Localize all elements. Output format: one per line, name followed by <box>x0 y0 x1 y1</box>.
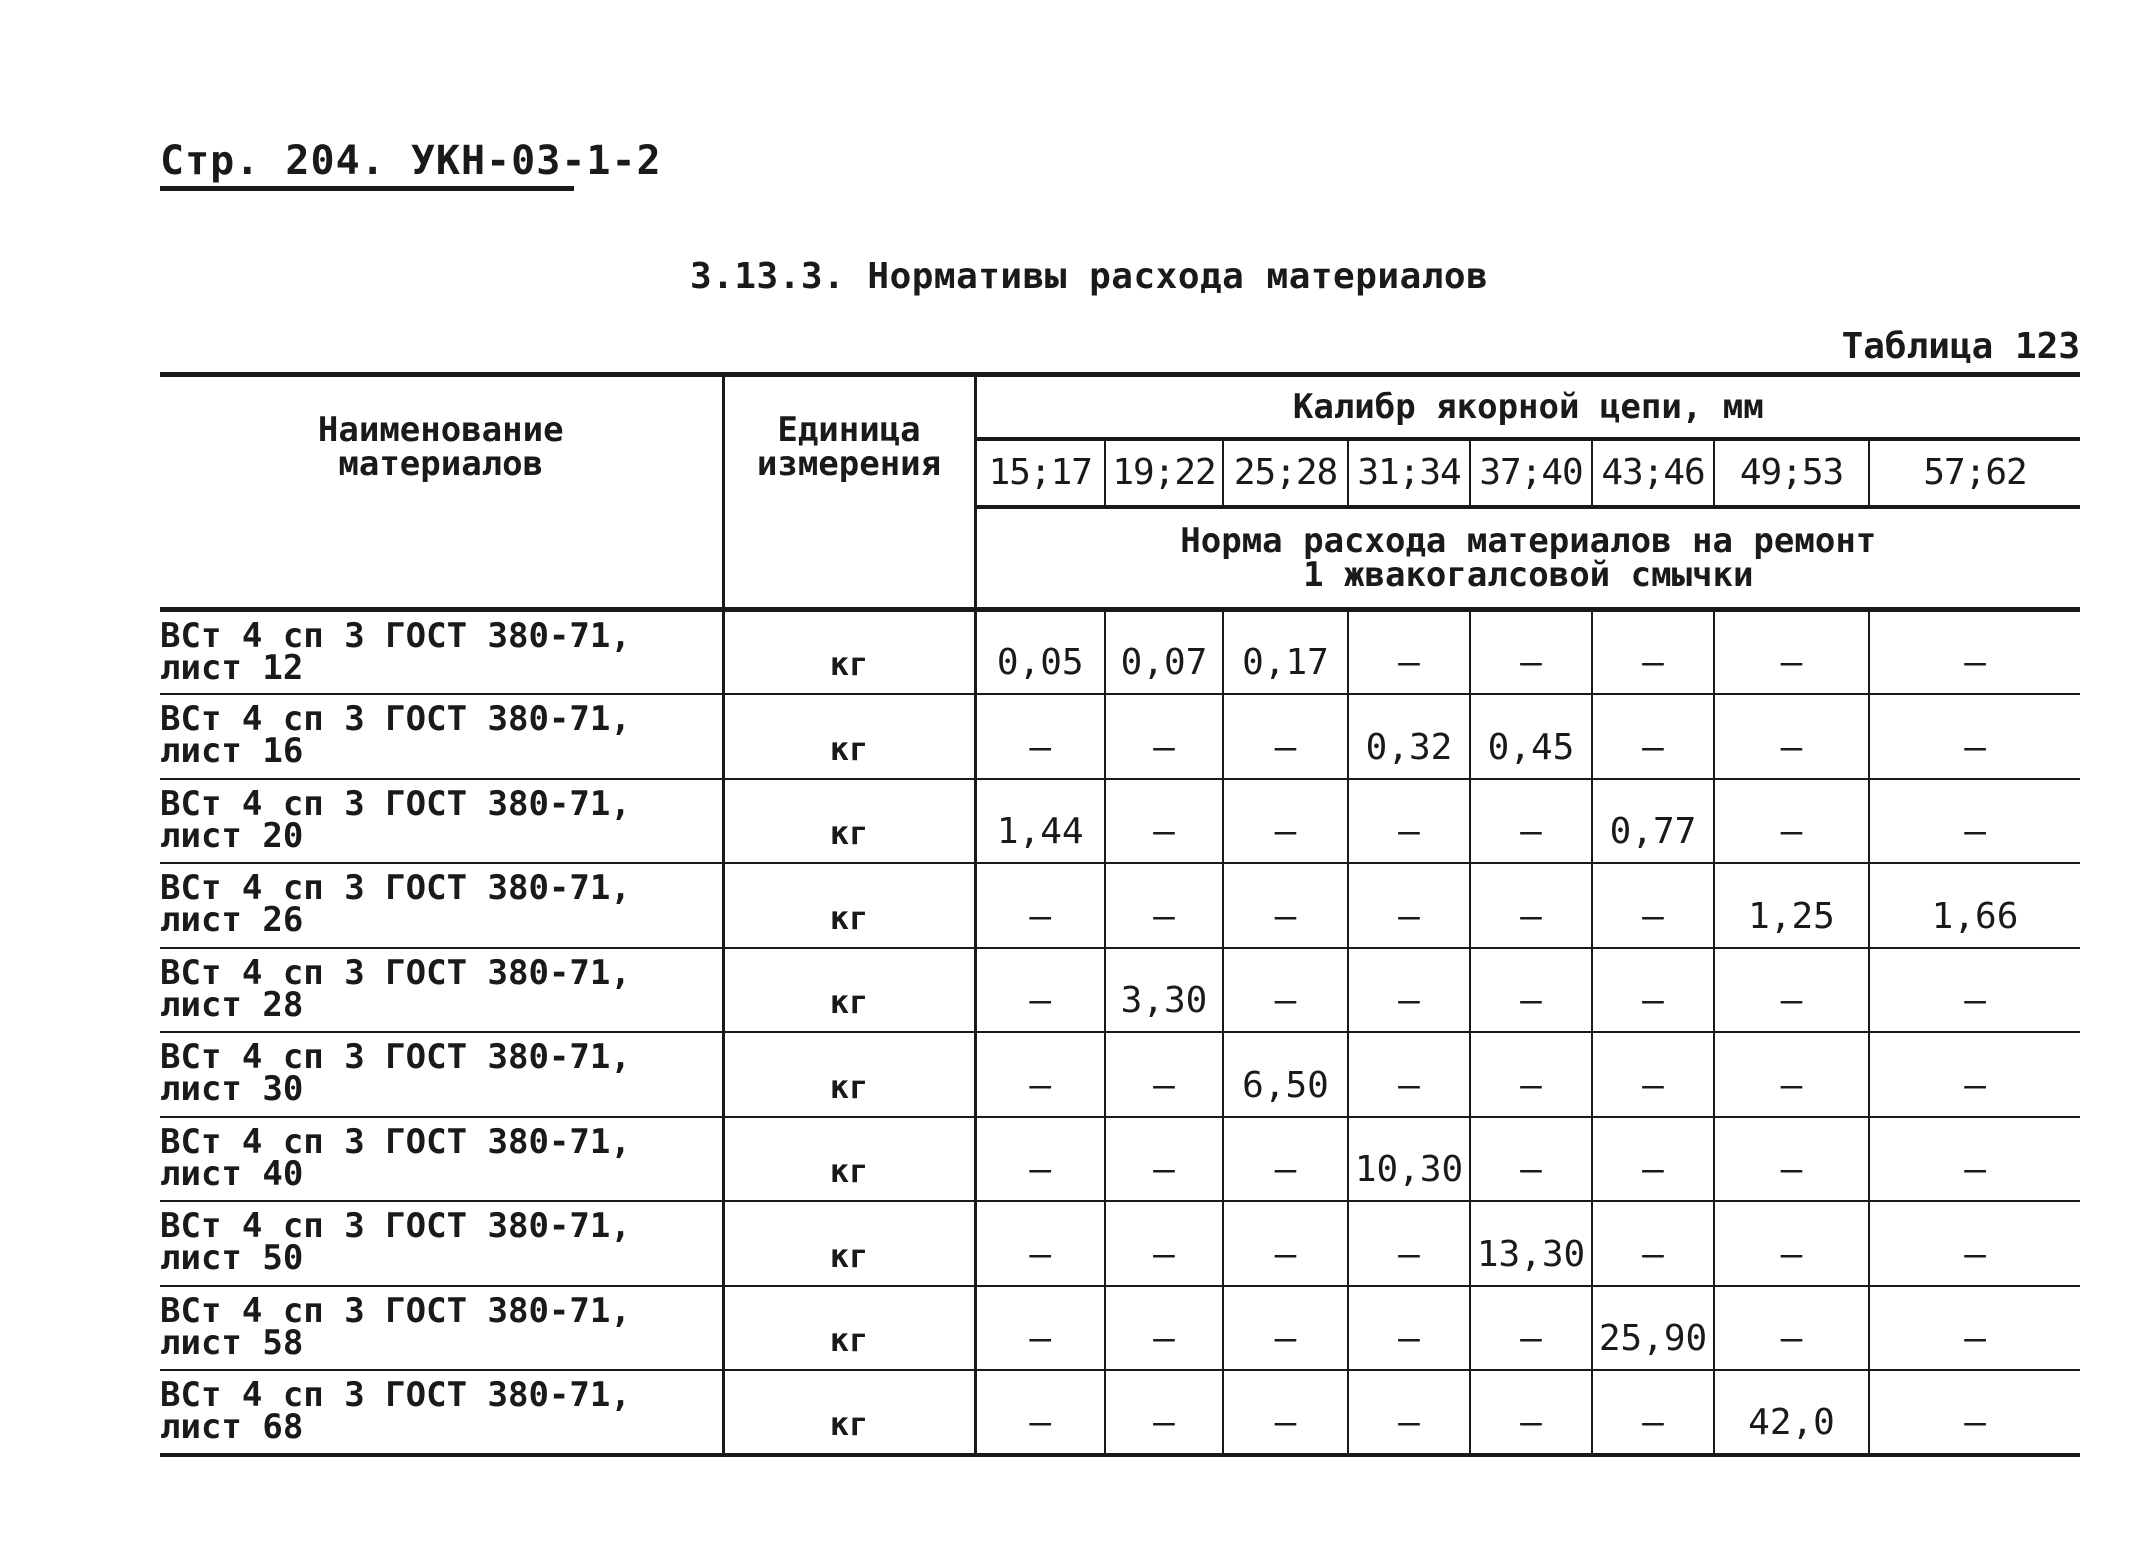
material-name-line: ВСт 4 сп 3 ГОСТ 380-71, <box>160 1290 631 1331</box>
material-name-cell <box>160 1286 723 1371</box>
norm-header-line: Норма расхода материалов на ремонт <box>1180 521 1877 561</box>
norm-value-cell: 0,17 <box>1223 610 1348 695</box>
material-name-cell <box>160 1032 723 1117</box>
norm-value-cell: – <box>1348 779 1470 864</box>
norm-value-cell: – <box>1105 1286 1223 1371</box>
norm-value-cell: – <box>1348 610 1470 695</box>
material-name-line: лист 68 <box>160 1406 304 1447</box>
norm-value-cell: 6,50 <box>1223 1032 1348 1117</box>
norm-value-cell: – <box>1470 1370 1592 1455</box>
norm-value-cell: 42,0 <box>1714 1370 1869 1455</box>
norm-value-cell: – <box>1105 863 1223 948</box>
material-name-line: лист 16 <box>160 731 304 772</box>
norm-value-cell: – <box>1223 1286 1348 1371</box>
material-name-line: лист 12 <box>160 647 304 688</box>
material-name-line: ВСт 4 сп 3 ГОСТ 380-71, <box>160 868 631 909</box>
material-name-line: лист 58 <box>160 1322 304 1363</box>
material-name-line: ВСт 4 сп 3 ГОСТ 380-71, <box>160 783 631 824</box>
norm-value-cell: – <box>1105 1117 1223 1202</box>
material-name-line: ВСт 4 сп 3 ГОСТ 380-71, <box>160 699 631 740</box>
unit-cell: кг <box>723 694 975 779</box>
norm-value-cell: – <box>1714 694 1869 779</box>
norm-value-cell: – <box>1223 948 1348 1033</box>
caliber-column-header: 25;28 <box>1223 439 1348 507</box>
material-name-line: ВСт 4 сп 3 ГОСТ 380-71, <box>160 952 631 993</box>
norm-value-cell: – <box>975 1201 1105 1286</box>
caliber-column-header: 37;40 <box>1470 439 1592 507</box>
norm-value-cell: – <box>1470 1286 1592 1371</box>
norm-value-cell: – <box>975 694 1105 779</box>
norm-value-cell: – <box>975 1286 1105 1371</box>
material-name-line: ВСт 4 сп 3 ГОСТ 380-71, <box>160 1374 631 1415</box>
norm-value-cell: – <box>1348 1201 1470 1286</box>
norm-value-cell: 25,90 <box>1592 1286 1714 1371</box>
norm-value-cell: 3,30 <box>1105 948 1223 1033</box>
norm-value-cell: 0,07 <box>1105 610 1223 695</box>
norm-value-cell: – <box>1714 1117 1869 1202</box>
material-name-cell <box>160 948 723 1033</box>
norm-value-cell: – <box>1348 948 1470 1033</box>
caliber-header: Калибр якорной цепи, мм <box>975 375 2080 440</box>
norm-value-cell: – <box>1223 863 1348 948</box>
norm-value-cell: – <box>1470 1117 1592 1202</box>
material-name-line: ВСт 4 сп 3 ГОСТ 380-71, <box>160 1206 631 1247</box>
unit-cell: кг <box>723 1286 975 1371</box>
norm-value-cell: – <box>1223 779 1348 864</box>
material-name-line: лист 28 <box>160 984 304 1025</box>
norm-value-cell: 1,25 <box>1714 863 1869 948</box>
norm-value-cell: 1,44 <box>975 779 1105 864</box>
norm-value-cell: – <box>1470 948 1592 1033</box>
unit-header-line: измерения <box>756 444 942 484</box>
norm-value-cell: – <box>1714 610 1869 695</box>
material-name-line: лист 40 <box>160 1153 304 1194</box>
norm-value-cell: – <box>1714 1286 1869 1371</box>
table-row <box>160 1201 2080 1286</box>
norm-value-cell: – <box>1470 779 1592 864</box>
table-row <box>160 610 2080 695</box>
norm-value-cell: – <box>1105 1201 1223 1286</box>
material-name-cell <box>160 863 723 948</box>
norm-value-cell: – <box>1223 1370 1348 1455</box>
norm-value-cell: 10,30 <box>1348 1117 1470 1202</box>
norm-value-cell: – <box>1592 1370 1714 1455</box>
norm-value-cell: – <box>1869 948 2080 1033</box>
caliber-column-header: 57;62 <box>1869 439 2080 507</box>
norm-value-cell: – <box>1105 1032 1223 1117</box>
material-name-cell <box>160 694 723 779</box>
table-row <box>160 1286 2080 1371</box>
norm-value-cell: 13,30 <box>1470 1201 1592 1286</box>
material-name-cell <box>160 1117 723 1202</box>
unit-cell: кг <box>723 948 975 1033</box>
norm-value-cell: – <box>1869 1201 2080 1286</box>
norm-value-cell: – <box>1470 610 1592 695</box>
norm-value-cell: – <box>975 863 1105 948</box>
norm-value-cell: – <box>1592 1117 1714 1202</box>
norm-value-cell: – <box>1470 863 1592 948</box>
caliber-column-header: 31;34 <box>1348 439 1470 507</box>
material-name-header-line: Наименование <box>317 410 564 450</box>
norm-value-cell: – <box>1869 1032 2080 1117</box>
material-name-line: лист 20 <box>160 815 304 856</box>
norm-value-cell: – <box>1592 1032 1714 1117</box>
unit-cell: кг <box>723 1201 975 1286</box>
norm-value-cell: – <box>1592 863 1714 948</box>
unit-cell: кг <box>723 779 975 864</box>
section-title: 3.13.3. Нормативы расхода материалов <box>690 256 1489 297</box>
norm-value-cell: – <box>1869 694 2080 779</box>
table-row <box>160 779 2080 864</box>
unit-cell: кг <box>723 610 975 695</box>
norm-header-line: 1 жвакогалсовой смычки <box>1303 555 1754 595</box>
norm-value-cell: – <box>1348 1370 1470 1455</box>
page-header-underline <box>160 186 574 191</box>
norm-value-cell: – <box>1869 1117 2080 1202</box>
norm-value-cell: – <box>1105 694 1223 779</box>
norm-value-cell: 0,45 <box>1470 694 1592 779</box>
material-name-cell <box>160 610 723 695</box>
norm-value-cell: – <box>975 1117 1105 1202</box>
norm-value-cell: – <box>975 1032 1105 1117</box>
norm-value-cell: – <box>1105 779 1223 864</box>
norm-value-cell: – <box>1105 1370 1223 1455</box>
table-caption: Таблица 123 <box>1841 326 2080 367</box>
norm-value-cell: – <box>1223 1117 1348 1202</box>
norm-value-cell: – <box>1348 863 1470 948</box>
table-row <box>160 863 2080 948</box>
caliber-column-header: 43;46 <box>1592 439 1714 507</box>
norm-value-cell: – <box>1592 694 1714 779</box>
table-row <box>160 1032 2080 1117</box>
material-name-line: ВСт 4 сп 3 ГОСТ 380-71, <box>160 615 631 656</box>
caliber-column-header: 49;53 <box>1714 439 1869 507</box>
material-name-cell <box>160 1370 723 1455</box>
caliber-column-header: 15;17 <box>975 439 1105 507</box>
norm-value-cell: – <box>1348 1286 1470 1371</box>
norm-value-cell: 0,05 <box>975 610 1105 695</box>
material-name-line: ВСт 4 сп 3 ГОСТ 380-71, <box>160 1121 631 1162</box>
norm-value-cell: – <box>1869 779 2080 864</box>
norm-value-cell: – <box>1592 1201 1714 1286</box>
norm-value-cell: – <box>1592 610 1714 695</box>
norm-value-cell: – <box>1869 1286 2080 1371</box>
norm-header <box>975 507 2080 610</box>
unit-cell: кг <box>723 1032 975 1117</box>
norm-value-cell: – <box>1592 948 1714 1033</box>
unit-cell: кг <box>723 1117 975 1202</box>
table-row <box>160 694 2080 779</box>
norm-value-cell: 1,66 <box>1869 863 2080 948</box>
norm-value-cell: – <box>1714 779 1869 864</box>
table-row <box>160 1370 2080 1455</box>
caliber-column-header: 19;22 <box>1105 439 1223 507</box>
norm-value-cell: – <box>1714 1201 1869 1286</box>
material-name-header <box>160 375 723 610</box>
material-name-line: ВСт 4 сп 3 ГОСТ 380-71, <box>160 1037 631 1078</box>
norm-value-cell: 0,32 <box>1348 694 1470 779</box>
material-name-line: лист 26 <box>160 900 304 941</box>
norm-value-cell: – <box>1869 1370 2080 1455</box>
material-name-cell <box>160 779 723 864</box>
unit-cell: кг <box>723 863 975 948</box>
page-header: Стр. 204. УКН-03-1-2 <box>160 138 662 184</box>
norm-value-cell: – <box>1714 948 1869 1033</box>
unit-header-line: Единица <box>777 410 921 450</box>
materials-norms-table <box>160 372 2080 1457</box>
norm-value-cell: – <box>975 948 1105 1033</box>
norm-value-cell: 0,77 <box>1592 779 1714 864</box>
table-row <box>160 1117 2080 1202</box>
norm-value-cell: – <box>975 1370 1105 1455</box>
norm-value-cell: – <box>1348 1032 1470 1117</box>
material-name-line: лист 30 <box>160 1069 304 1110</box>
material-name-line: лист 50 <box>160 1238 304 1279</box>
norm-value-cell: – <box>1470 1032 1592 1117</box>
norm-value-cell: – <box>1869 610 2080 695</box>
unit-header <box>723 375 975 610</box>
material-name-cell <box>160 1201 723 1286</box>
unit-cell: кг <box>723 1370 975 1455</box>
norm-value-cell: – <box>1223 694 1348 779</box>
material-name-header-line: материалов <box>338 444 544 484</box>
norm-value-cell: – <box>1714 1032 1869 1117</box>
table-row <box>160 948 2080 1033</box>
norm-value-cell: – <box>1223 1201 1348 1286</box>
